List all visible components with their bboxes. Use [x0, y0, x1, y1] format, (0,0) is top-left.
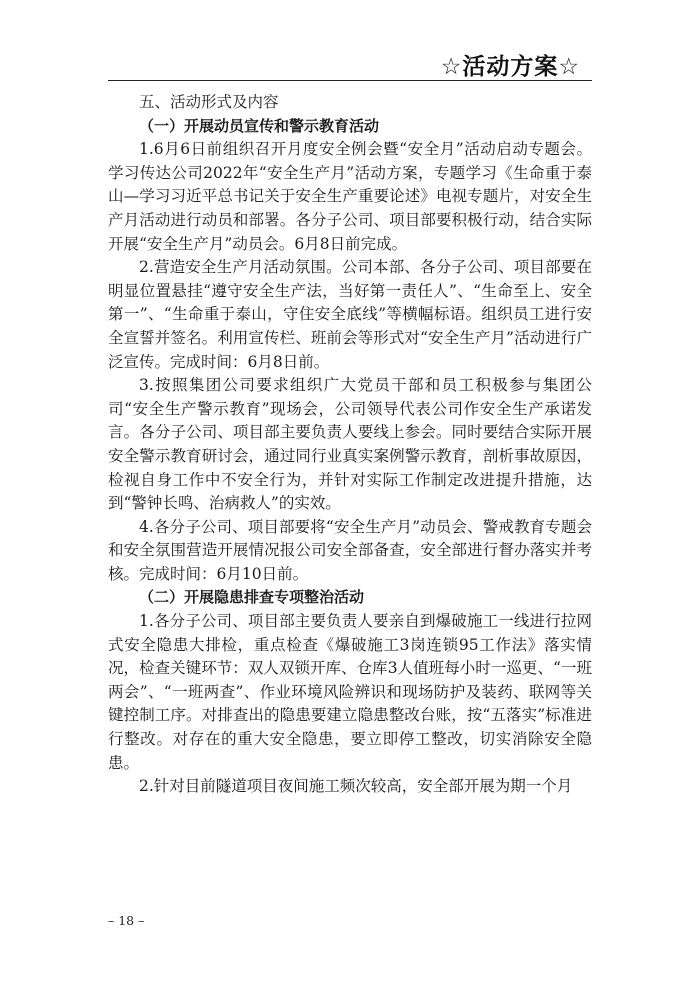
page-number: – 18 –	[108, 913, 145, 928]
paragraph-2-2: 2.针对目前隧道项目夜间施工频次较高，安全部开展为期一个月	[139, 777, 573, 796]
paragraph-1-2: 2.营造安全生产月活动氛围。公司本部、各分子公司、项目部要在明显位置悬挂“遵守安全生产法，当好第一责任人”、“生命至上、安全第一”、“生命重于泰山，守住安全底线”等横幅标语。组织员工进行安全宣誓并签名。利用宣传栏、班前会等形式对“安全生产月”活动进行广泛宣传。完成时间：6月8日前。	[108, 258, 592, 371]
paragraph-1-4: 4.各分子公司、项目部要将“安全生产月”动员会、警戒教育专题会和安全氛围营造开展情况报公司安全部备查，安全部进行督办落实并考核。完成时间：6月10日前。	[108, 517, 592, 583]
section-heading: 五、活动形式及内容	[139, 93, 279, 111]
paragraph-1-1: 1.6月6日前组织召开月度安全例会暨“安全月”活动启动专题会。学习传达公司2022年“安全生产月”活动方案，专题学习《生命重于泰山—学习习近平总书记关于安全生产重要论述》电视专题片，对安全生产月活动进行动员和部署。各分子公司、项目部要积极行动，结合实际开展“安全生产月”动员会。6月8日前完成。	[108, 140, 592, 253]
header-divider	[108, 80, 592, 81]
document-body	[108, 91, 592, 799]
subsection-heading-2: （二）开展隐患排查专项整治活动	[139, 588, 365, 607]
document-header-title: ☆活动方案☆	[440, 54, 580, 80]
subsection-heading-1: （一）开展动员宣传和警示教育活动	[139, 116, 380, 135]
paragraph-2-1: 1.各分子公司、项目部主要负责人要亲自到爆破施工一线进行拉网式安全隐患大排检，重点检查《爆破施工3岗连锁95工作法》落实情况，检查关键环节：双人双锁开库、仓库3人值班每小时一巡更、“一班两会”、“一班两查”、作业环境风险辨识和现场防护及装药、联网等关键控制工序。对排查出的隐患要建立隐患整改台账，按“五落实”标准进行整改。对存在的重大安全隐患，要立即停工整改，切实消除安全隐患。	[108, 612, 592, 772]
paragraph-1-3: 3.按照集团公司要求组织广大党员干部和员工积极参与集团公司“安全生产警示教育”现场会，公司领导代表公司作安全生产承诺发言。各分子公司、项目部主要负责人要线上参会。同时要结合实际开展安全警示教育研讨会，通过同行业真实案例警示教育，剖析事故原因，检视自身工作中不安全行为，并针对实际工作制定改进提升措施，达到“警钟长鸣、治病救人”的实效。	[108, 376, 592, 513]
